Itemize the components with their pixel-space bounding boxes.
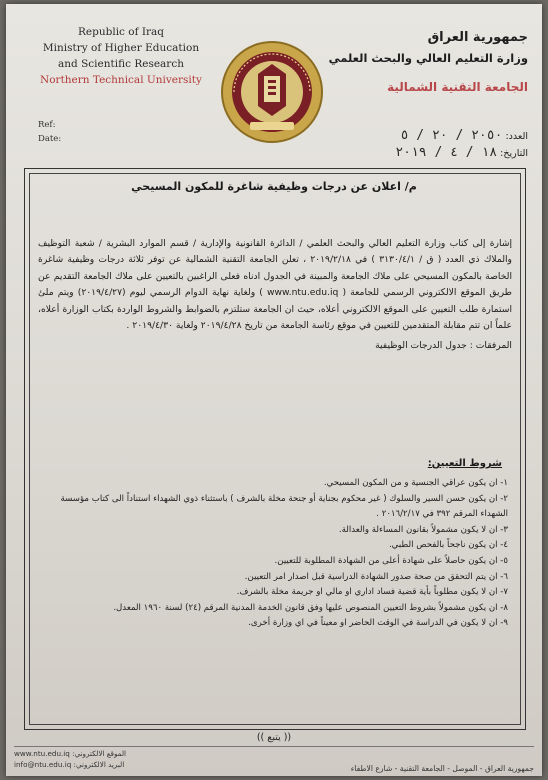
footer-address: جمهورية العراق - الموصل - الجامعة التقنية - شارع الاطفاء <box>350 764 534 773</box>
conditions-title: شروط التعيين: <box>427 458 502 469</box>
attachments-line: المرفقات : جدول الدرجات الوظيفية <box>375 340 512 352</box>
footer-divider <box>14 746 534 747</box>
footer-website: الموقع الالكتروني: www.ntu.edu.iq <box>14 749 127 758</box>
arabic-university: الجامعة التقنية الشمالية <box>387 80 528 94</box>
condition-item: ١- ان يكون عراقي الجنسية و من المكون المسيحي. <box>323 478 508 488</box>
condition-item: ٢- ان يكون حسن السير والسلوك ( غير محكوم بجناية أو جنحة مخلة بالشرف ) باستثناء ذوي الشهداء استناداً الى كتاب مؤسسة الشهداء المرقم ٣٩٢ في ٢٠١٦/٢/١٧ . <box>60 493 508 520</box>
condition-item: ٩- ان لا يكون في الدراسة في الوقت الحاضر او معيناً في اي وزارة أخرى. <box>248 618 508 629</box>
date-value: ١٨ / ٤ / ٢٠١٩ <box>395 145 498 160</box>
condition-item: ٣- ان لا يكون مشمولاً بقانون المساءلة والعدالة. <box>338 524 508 535</box>
arabic-country: جمهورية العراق <box>427 30 528 45</box>
condition-item: ٦- ان يتم التحقق من صحة صدور الشهادة الدراسية قبل اصدار امر التعيين. <box>244 571 508 582</box>
number-label: العدد: <box>505 131 528 142</box>
arabic-ministry: وزارة التعليم العالي والبحث العلمي <box>328 51 528 65</box>
footer-contact <box>14 748 194 770</box>
number-date-block <box>308 128 528 162</box>
condition-item: ٨- ان يكون مشمولاً بشروط التعيين المنصوص عليها وفق قانون الخدمة المدنية المرقم (٢٤) لسنة ١٩٦٠ المعدل. <box>113 602 508 613</box>
ref-date-block <box>38 118 61 146</box>
english-country: Republic of Iraq <box>78 26 164 38</box>
subject-heading: م/ اعلان عن درجات وظيفية شاغرة للمكون المسيحي <box>131 180 417 193</box>
date-label-en: Date: <box>38 134 62 144</box>
condition-item: ٧- ان لا يكون مطلوباً بأية قضية فساد اداري او مالي او جريمة مخلة بالشرف. <box>236 587 508 598</box>
ref-label: Ref: <box>38 120 56 130</box>
continuation-note: (( يتبع )) <box>256 732 292 743</box>
english-ministry: Ministry of Higher Education <box>42 42 200 54</box>
document-page <box>6 4 542 776</box>
number-value: ٢٠٥٠ / ٢٠ / ٥ <box>400 128 503 143</box>
announcement-body <box>38 236 512 355</box>
footer-email: البريد الالكتروني: info@ntu.edu.iq <box>14 760 125 769</box>
english-ministry-cont: and Scientific Research <box>58 58 184 70</box>
arabic-letterhead <box>318 28 528 100</box>
english-letterhead <box>26 24 216 88</box>
date-label-ar: التاريخ: <box>500 148 528 159</box>
conditions-list <box>44 476 508 632</box>
condition-item: ٥- ان يكون حاصلاً على شهادة أعلى من الشهادة المطلوبة للتعيين. <box>274 555 508 566</box>
english-university: Northern Technical University <box>40 74 202 86</box>
condition-item: ٤- ان يكون ناجحاً بالفحص الطبي. <box>388 540 508 551</box>
announcement-paragraph: إشارة إلى كتاب وزارة التعليم العالي والبحث العلمي / الدائرة القانونية والإدارية / قسم الموارد البشرية / شعبة التوظيف والملاك ذي العدد ( ق / ٣١٣٠/٤/١ ) في ٢٠١٩/٢/١٨ ، تعلن الجامعة التقنية الشمالية عن توفر ثلاثة درجات وظيفية شاغرة الخاصة بالمكون المسيحي على ملاك الجامعة والمبينة في الجدول ادناه فعلى الراغبين بالتعيين على ملاك الجامعة التقديم عن طريق الموقع الالكتروني الرسمي للجامعة ( www.ntu.edu.iq ) ولغاية نهاية الدوام الرسمي ليوم (٢٠١٩/٤/٢٧) ويتم ملئ استمارة طلب التعيين على الموقع الالكتروني أعلاه، حيث ان الجامعة ستلتزم بالضوابط والشروط الواردة بكتاب الوزارة أعلاه، علماً ان تتم مقابلة المتقدمين للتعيين في موقع رئاسة الجامعة من تاريخ ٢٠١٩/٤/٢٨ ولغاية ٢٠١٩/٤/٣٠ . <box>38 238 512 332</box>
